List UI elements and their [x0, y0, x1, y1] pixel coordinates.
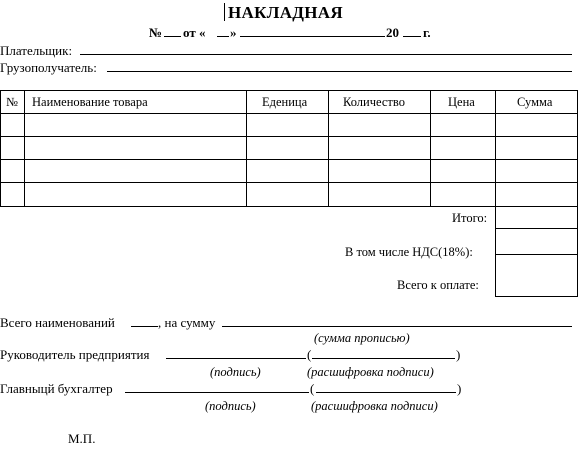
table-row-line — [0, 159, 578, 160]
director-signature-caption: (подпись) — [210, 365, 261, 379]
grand-total-label: Всего к оплате: — [397, 278, 479, 292]
text-cursor — [224, 3, 225, 21]
accountant-signature-field[interactable] — [125, 392, 309, 393]
table-row-line — [0, 206, 578, 207]
consignee-field[interactable] — [107, 71, 572, 72]
col-line — [328, 90, 329, 206]
consignee-label: Грузополучатель: — [0, 60, 97, 75]
accountant-decode-caption: (расшифровка подписи) — [311, 399, 438, 413]
accountant-paren-open: ( — [310, 381, 315, 396]
accountant-decode-field[interactable] — [316, 392, 456, 393]
stamp-place: М.П. — [68, 431, 96, 446]
col-line — [495, 90, 496, 296]
total-label: Итого: — [452, 211, 488, 225]
items-count-label: Всего наименований — [0, 315, 115, 330]
totals-line — [495, 254, 578, 255]
accountant-signature-caption: (подпись) — [205, 399, 256, 413]
day-blank[interactable] — [217, 36, 229, 37]
director-decode-caption: (расшифровка подписи) — [307, 365, 434, 379]
month-blank[interactable] — [240, 36, 385, 37]
totals-line — [495, 228, 578, 229]
accountant-label: Главныцй бухгалтер — [0, 381, 113, 396]
quote-close: » — [230, 25, 237, 40]
year-blank[interactable] — [403, 36, 421, 37]
sum-in-words-field[interactable] — [222, 326, 572, 327]
items-count-field[interactable] — [131, 326, 158, 327]
accountant-paren-close: ) — [457, 381, 462, 396]
header-price: Цена — [448, 95, 475, 109]
year-prefix: 20 — [386, 25, 399, 40]
header-product-name: Наименование товара — [32, 95, 148, 109]
director-label: Руководитель предприятия — [0, 347, 150, 362]
header-number: № — [6, 95, 18, 109]
col-line — [0, 90, 1, 206]
director-decode-field[interactable] — [312, 358, 455, 359]
year-suffix: г. — [423, 25, 431, 40]
director-paren-close: ) — [456, 347, 461, 362]
col-line — [246, 90, 247, 206]
number-blank[interactable] — [164, 36, 181, 37]
document-title: НАКЛАДНАЯ — [228, 3, 343, 22]
col-line — [430, 90, 431, 206]
header-unit: Еденица — [262, 95, 308, 109]
totals-line — [495, 296, 578, 297]
sum-in-words-caption: (сумма прописью) — [314, 331, 410, 345]
director-signature-field[interactable] — [166, 358, 306, 359]
table-row-line — [0, 136, 578, 137]
table-border-top — [0, 90, 578, 91]
table-row-line — [0, 182, 578, 183]
header-quantity: Количество — [343, 95, 405, 109]
header-sum: Сумма — [517, 95, 553, 109]
payer-field[interactable] — [80, 54, 572, 55]
col-line — [24, 90, 25, 206]
items-sum-label: , на сумму — [158, 315, 216, 330]
vat-label: В том числе НДС(18%): — [345, 245, 473, 259]
table-row-line — [0, 113, 578, 114]
from-label: от « — [183, 25, 206, 40]
director-paren-open: ( — [307, 347, 312, 362]
number-sign: № — [149, 25, 163, 40]
payer-label: Плательщик: — [0, 43, 73, 58]
